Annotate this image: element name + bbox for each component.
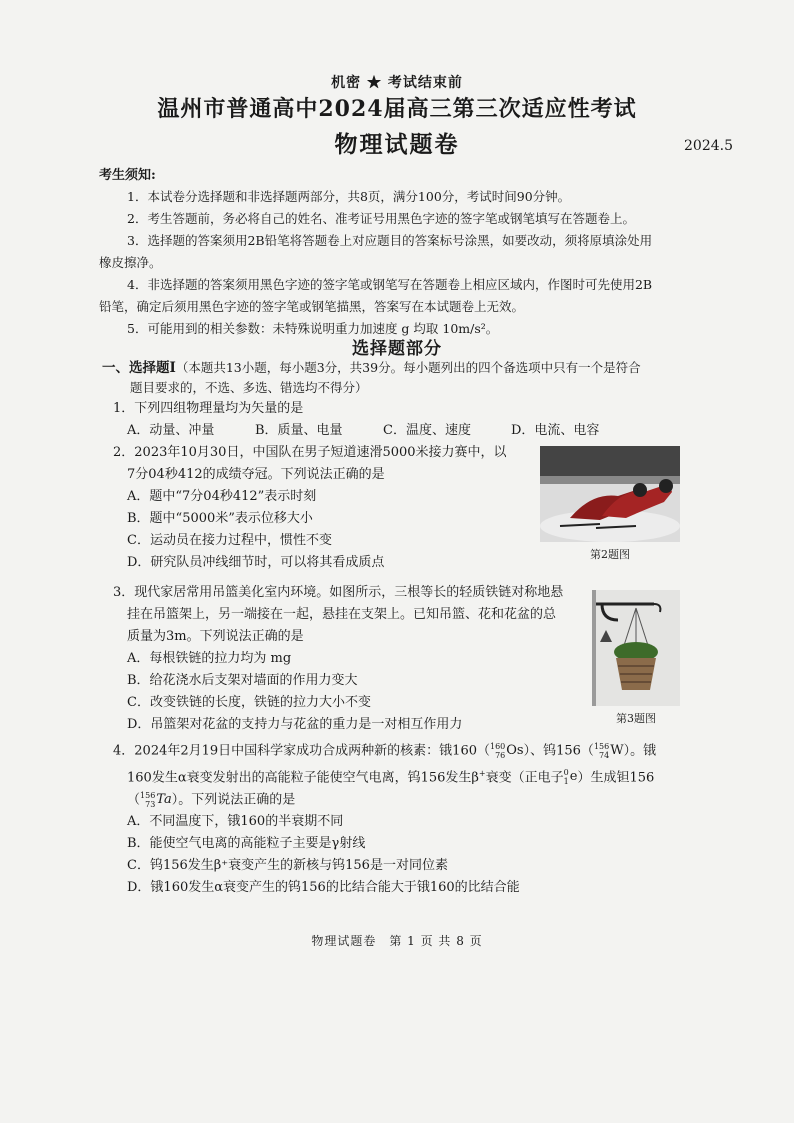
q2-option-b: B．题中“5000米”表示位移大小 — [127, 511, 313, 526]
exam-date: 2024.5 — [684, 138, 733, 154]
exam-title: 温州市普通高中2024届高三第三次适应性考试 — [157, 96, 637, 122]
part1-desc: （本题共13小题，每小题3分，共39分。每小题列出的四个备选项中只有一个是符合 — [175, 360, 641, 375]
q4-stem-text: 衰变（正电子 — [485, 769, 564, 785]
part1-label: 一、选择题Ⅰ — [102, 360, 176, 376]
osmium-160-nuclide: 160 76 Os — [489, 742, 524, 760]
q4-stem-text: （ — [127, 792, 141, 808]
q3-stem: 3．现代家居常用吊篮美化室内环境。如图所示，三根等长的轻质铁链对称地悬 — [113, 585, 564, 600]
q2-option-c: C．运动员在接力过程中，惯性不变 — [127, 533, 332, 548]
q4-stem-text: ）生成钽156 — [577, 769, 655, 785]
q1-option-d: D．电流、电容 — [511, 423, 600, 438]
q4-stem-text: 160发生α衰变发射出的高能粒子能使空气电离，钨156发生β — [127, 769, 479, 785]
notice-item: 3．选择题的答案须用2B铅笔将答题卷上对应题目的答案标号涂黑，如要改动，须将原填涂处用 — [127, 233, 653, 248]
q1-option-a: A．动量、冲量 — [127, 423, 215, 438]
notice-item: 2．考生答题前，务必将自己的姓名、准考证号用黑色字迹的签字笔或钢笔填写在答题卷上。 — [127, 211, 635, 226]
notice-item: 4．非选择题的答案须用黑色字迹的签字笔或钢笔写在答题卷上相应区域内，作图时可先使用2B — [127, 277, 653, 292]
q2-figure-caption: 第2题图 — [590, 548, 630, 561]
q3-figure-caption: 第3题图 — [616, 712, 656, 725]
q2-option-a: A．题中“7分04秒412”表示时刻 — [127, 489, 317, 504]
q1-option-c: C．温度、速度 — [383, 423, 471, 438]
tantalum-156-nuclide: 156 73 Ta — [140, 790, 172, 809]
q1-option-b: B．质量、电量 — [255, 423, 343, 438]
part1-heading — [102, 358, 702, 398]
page-footer: 物理试题卷 第 1 页 共 8 页 — [311, 934, 483, 948]
q4-stem-text: ）。下列说法正确的是 — [171, 792, 296, 808]
beta-plus-sup: + — [478, 768, 486, 778]
q4-stem-text: ）、钨156（ — [523, 743, 594, 759]
q4-option-d: D．锇160发生α衰变产生的钨156的比结合能大于锇160的比结合能 — [127, 880, 520, 896]
q4-stem-cont — [113, 763, 713, 789]
notice-item: 5．可能用到的相关参数：未特殊说明重力加速度 g 均取 10m/s²。 — [127, 321, 499, 336]
q3-stem-cont2: 质量为3m。下列说法正确的是 — [127, 629, 304, 644]
hanging-basket-photo — [592, 590, 680, 706]
question-3 — [113, 582, 593, 736]
section-title: 选择题部分 — [352, 339, 442, 359]
q2-stem-cont: 7分04秒412的成绩夺冠。下列说法正确的是 — [127, 467, 385, 482]
q3-option-b: B．给花浇水后支架对墙面的作用力变大 — [127, 673, 358, 688]
tungsten-156-nuclide: 156 74 W — [593, 742, 624, 760]
question-1 — [113, 398, 713, 442]
notice-list — [99, 186, 703, 340]
q4-stem-text: 4．2024年2月19日中国科学家成功合成两种新的核素：锇160（ — [113, 743, 490, 759]
confidential-label: 机密 ★ 考试结束前 — [331, 75, 463, 91]
q3-option-c: C．改变铁链的长度，铁链的拉力大小不变 — [127, 695, 371, 710]
q2-option-d: D．研究队员冲线细节时，可以将其看成质点 — [127, 555, 385, 570]
q3-option-a: A．每根铁链的拉力均为 mg — [127, 651, 292, 666]
q4-stem — [113, 740, 713, 763]
q1-stem: 1．下列四组物理量均为矢量的是 — [113, 401, 304, 416]
q3-stem-cont: 挂在吊篮架上，另一端接在一起，悬挂在支架上。已知吊篮、花和花盆的总 — [127, 607, 557, 622]
q4-option-b: B．能使空气电离的高能粒子主要是γ射线 — [127, 836, 366, 852]
part1-desc-cont: 题目要求的，不选、多选、错选均不得分） — [130, 380, 368, 395]
paper-title: 物理试题卷 — [334, 131, 460, 158]
q4-option-c: C．钨156发生β⁺衰变产生的新核与钨156是一对同位素 — [127, 858, 448, 874]
q2-stem: 2．2023年10月30日，中国队在男子短道速滑5000米接力赛中，以 — [113, 445, 507, 460]
speed-skating-photo — [540, 446, 680, 542]
notice-item: 铅笔，确定后须用黑色字迹的签字笔或钢笔描黑，答案写在本试题卷上无效。 — [99, 299, 525, 314]
positron-nuclide: 0 1 e — [563, 768, 578, 787]
question-2 — [113, 442, 533, 574]
q3-option-d: D．吊篮架对花盆的支持力与花盆的重力是一对相互作用力 — [127, 717, 463, 732]
question-4 — [113, 740, 713, 899]
q4-stem-cont2 — [113, 789, 713, 812]
notice-heading: 考生须知: — [99, 168, 156, 183]
notice-item: 1．本试卷分选择题和非选择题两部分，共8页，满分100分，考试时间90分钟。 — [127, 189, 571, 204]
q4-stem-text: ）。锇 — [623, 743, 657, 759]
q4-option-a: A．不同温度下，锇160的半衰期不同 — [127, 814, 344, 830]
notice-item: 橡皮擦净。 — [99, 255, 162, 270]
